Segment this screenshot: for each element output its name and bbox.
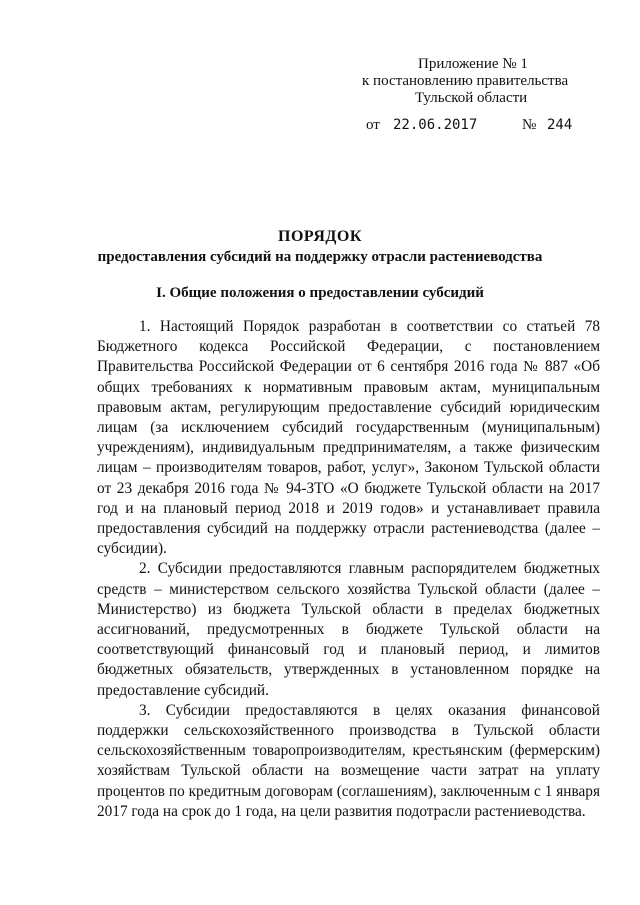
paragraph-2: 2. Субсидии предоставляются главным распорядителем бюджетных средств – министерством сельского хозяйства Тульской области (далее – Министерство) из бюджета Тульской области в пределах бюджетных ассигнований, предусмотренных в бюджете Тульской области на соответствующий финансовый год и плановый период, и лимитов бюджетных обязательств, утвержденных в установленном порядке на предоставление субсидий.: [97, 560, 600, 699]
resolution-date: 22.06.2017: [393, 117, 478, 133]
document-body: [97, 317, 600, 822]
appendix-title: Приложение № 1: [418, 56, 528, 72]
appendix-region: Тульской области: [415, 90, 528, 106]
paragraph-1: 1. Настоящий Порядок разработан в соответствии со статьей 78 Бюджетного кодекса Российской Федерации, с постановлением Правительства Российской Федерации от 6 сентября 2016 года № 887 «Об общих требованиях к нормативным правовым актам, муниципальным правовым актам, регулирующим предоставление субсидий юридическим лицам (за исключением субсидий государственным (муниципальным) учреждениям), индивидуальным предпринимателям, а также физическим лицам – производителям товаров, работ, услуг», Законом Тульской области от 23 декабря 2016 года № 94-ЗТО «О бюджете Тульской области на 2017 год и на плановый период 2018 и 2019 годов» и устанавливает правила предоставления субсидий на поддержку отрасли растениеводства (далее – субсидии).: [97, 318, 600, 558]
appendix-block: [360, 56, 590, 107]
paragraph-3: 3. Субсидии предоставляются в целях оказания финансовой поддержки сельскохозяйственного производства в Тульской области сельскохозяйственным товаропроизводителям, крестьянским (фермерским) хозяйствам Тульской области на возмещение части затрат на уплату процентов по кредитным договорам (соглашениям), заключенным с 1 января 2017 года на срок до 1 года, на цели развития подотрасли растениеводства.: [97, 701, 600, 820]
appendix-reference: к постановлению правительства: [362, 73, 569, 89]
document-subtitle: предоставления субсидий на поддержку отрасли растениеводства: [97, 249, 543, 265]
resolution-number: 244: [547, 117, 573, 133]
date-prefix: от: [366, 117, 380, 133]
section-heading: I. Общие положения о предоставлении субсидий: [156, 285, 484, 301]
number-sign: №: [522, 117, 537, 133]
document-title: ПОРЯДОК: [278, 228, 362, 245]
